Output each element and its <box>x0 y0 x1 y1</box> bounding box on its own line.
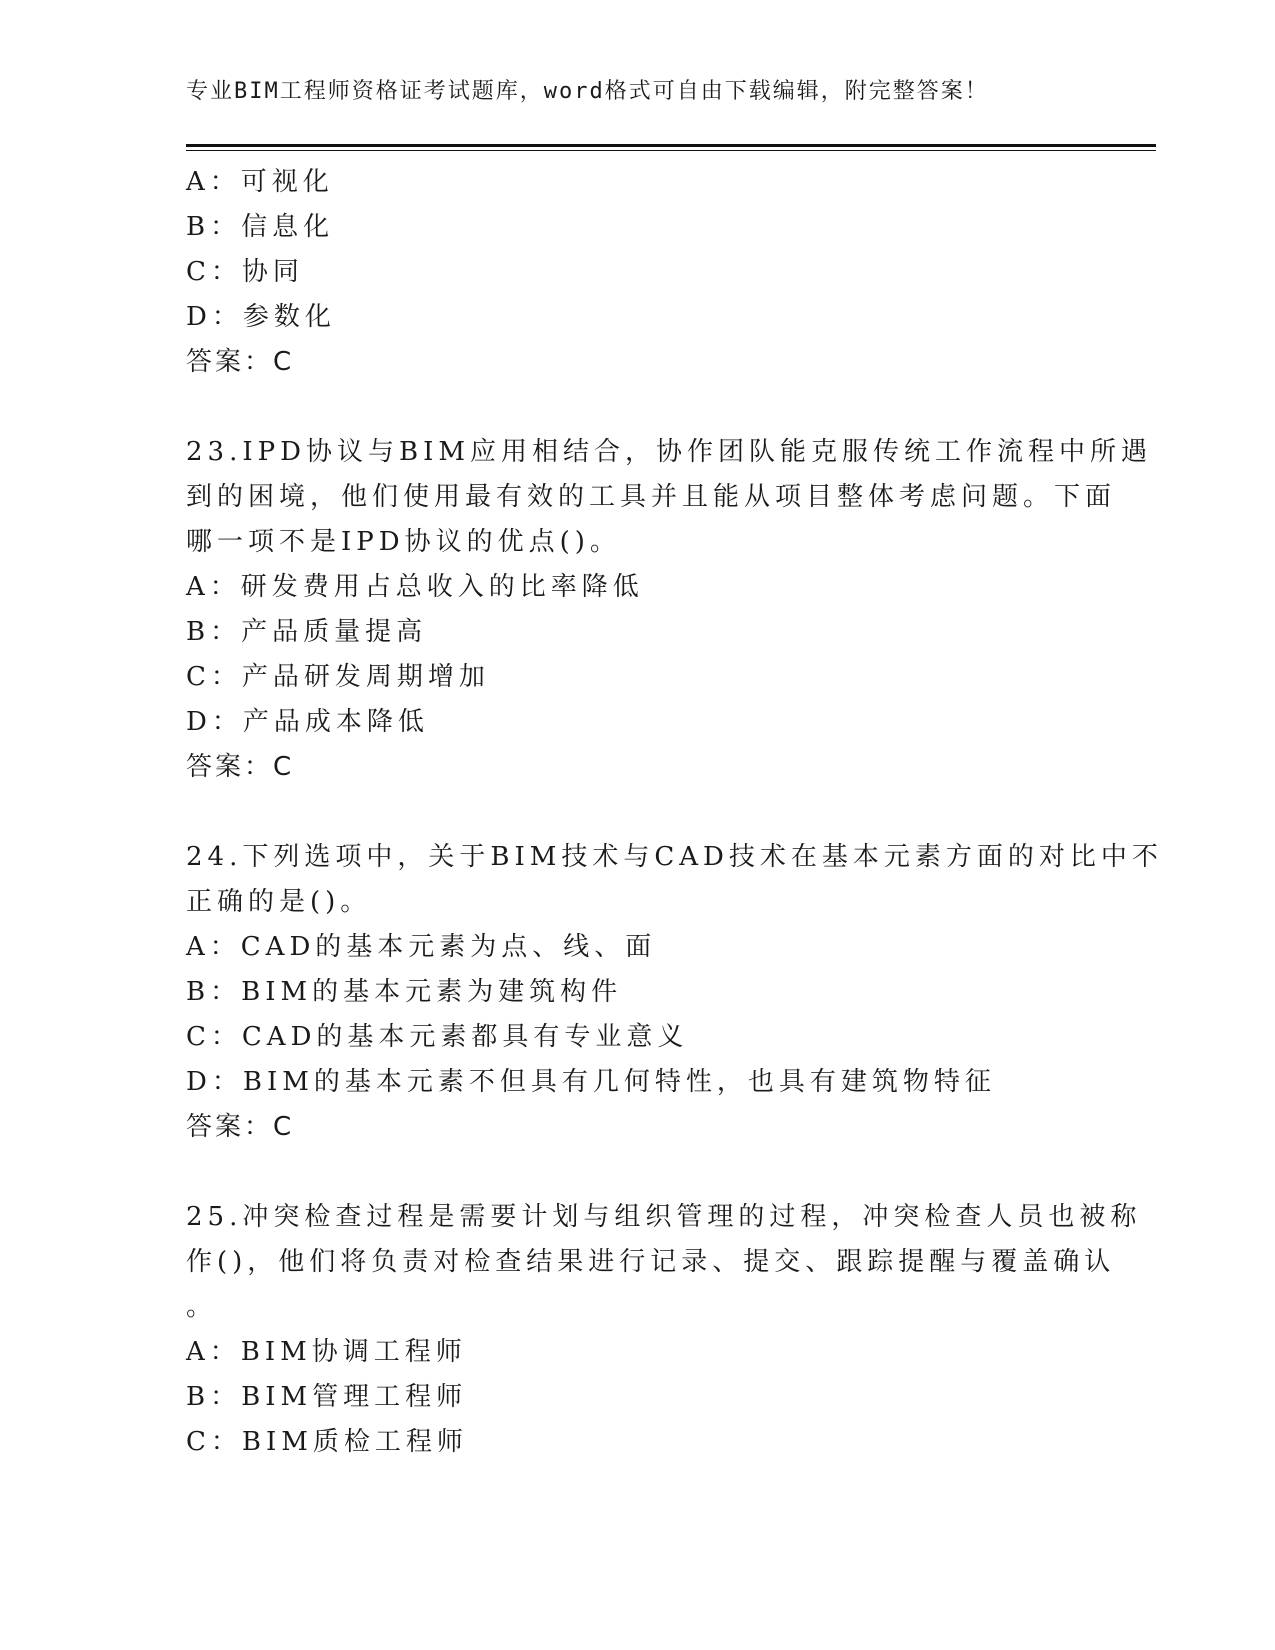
spacer <box>186 1150 1086 1195</box>
option-d: D：BIM的基本元素不但具有几何特性，也具有建筑物特征 <box>186 1067 996 1097</box>
option-a: A：BIM协调工程师 <box>186 1337 467 1367</box>
option-c: C：CAD的基本元素都具有专业意义 <box>186 1022 689 1052</box>
document-body <box>186 160 1163 1465</box>
question-stem-line: 23.IPD协议与BIM应用相结合，协作团队能克服传统工作流程中所遇 <box>186 437 1152 467</box>
option-c: C：BIM质检工程师 <box>186 1427 468 1457</box>
question-25-block <box>186 1195 1142 1465</box>
question-stem-line: 到的困境，他们使用最有效的工具并且能从项目整体考虑问题。下面 <box>186 482 1117 512</box>
question-stem-line: 正确的是()。 <box>186 887 372 917</box>
answer-line: 答案：C <box>186 347 295 377</box>
spacer <box>186 385 1086 430</box>
option-d: D：产品成本降低 <box>186 707 429 737</box>
option-c: C：产品研发周期增加 <box>186 662 490 692</box>
option-b: B：信息化 <box>186 212 335 242</box>
option-a: A：CAD的基本元素为点、线、面 <box>186 932 657 962</box>
page-header: 专业BIM工程师资格证考试题库，word格式可自由下载编辑，附完整答案！ <box>186 79 989 104</box>
question-stem-line: 作()，他们将负责对检查结果进行记录、提交、跟踪提醒与覆盖确认 <box>186 1247 1116 1277</box>
question-stem-line: 25.冲突检查过程是需要计划与组织管理的过程，冲突检查人员也被称 <box>186 1202 1142 1232</box>
header-rule-thin <box>186 150 1156 151</box>
option-a: A：研发费用占总收入的比率降低 <box>186 572 644 602</box>
header-rule-thick <box>186 144 1156 147</box>
option-b: B：产品质量提高 <box>186 617 428 647</box>
option-c: C：协同 <box>186 257 304 287</box>
question-stem-line: 哪一项不是IPD协议的优点()。 <box>186 527 621 557</box>
spacer <box>186 790 1086 835</box>
question-stem-line: 24.下列选项中，关于BIM技术与CAD技术在基本元素方面的对比中不 <box>186 842 1163 872</box>
option-b: B：BIM的基本元素为建筑构件 <box>186 977 623 1007</box>
option-b: B：BIM管理工程师 <box>186 1382 468 1412</box>
option-a: A：可视化 <box>186 167 334 197</box>
question-23-block <box>186 430 1152 790</box>
answer-line: 答案：C <box>186 1112 295 1142</box>
question-24-block <box>186 835 1163 1150</box>
option-d: D：参数化 <box>186 302 336 332</box>
question-22-block <box>186 160 1086 385</box>
answer-line: 答案：C <box>186 752 295 782</box>
question-stem-line: 。 <box>186 1292 218 1322</box>
